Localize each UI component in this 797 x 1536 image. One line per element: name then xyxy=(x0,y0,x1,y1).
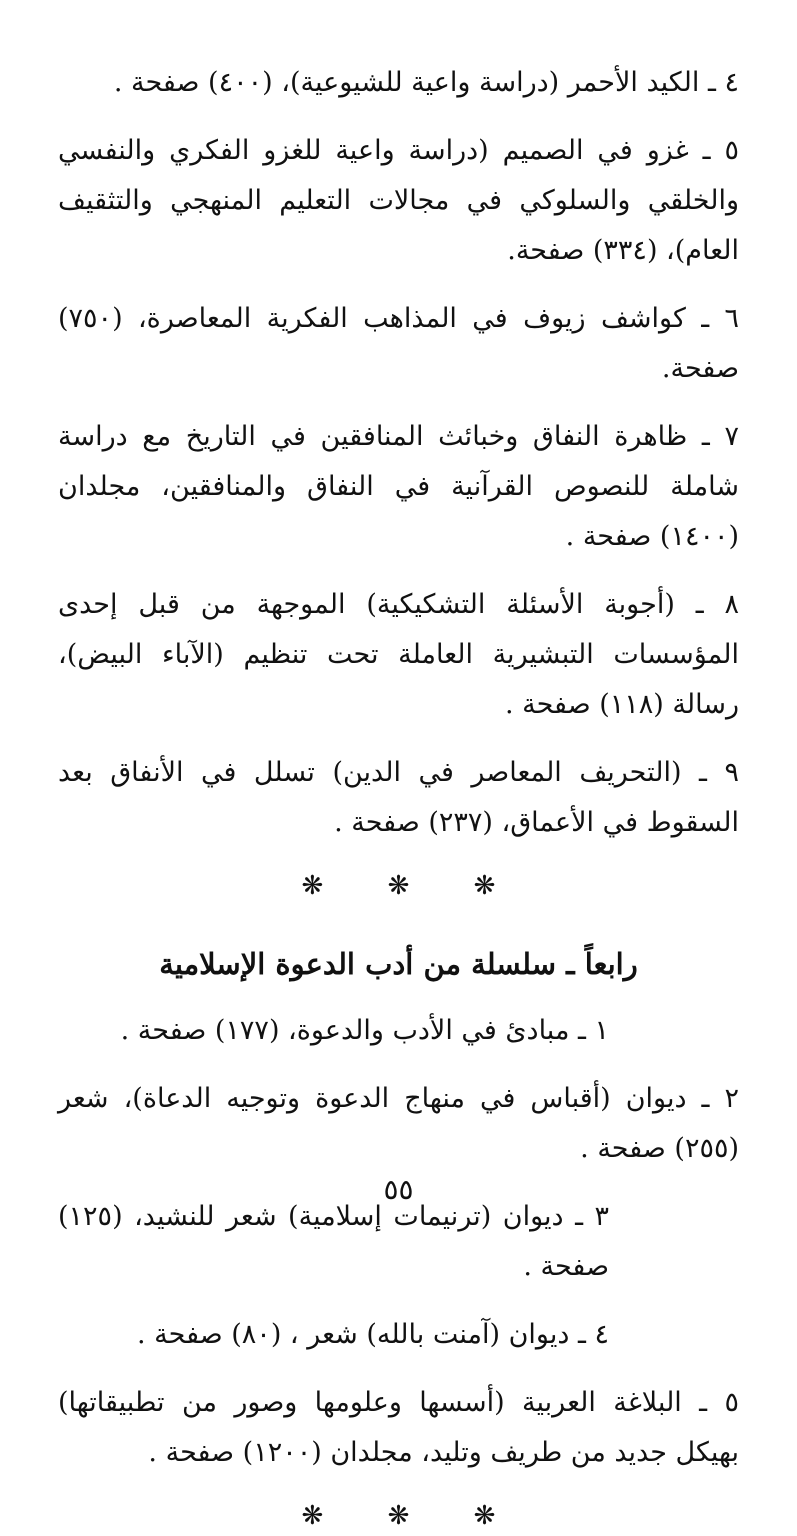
list-item: ٧ ـ ظاهرة النفاق وخبائث المنافقين في التاريخ مع دراسة شاملة للنصوص القرآنية في النفاق والمنافقين، مجلدان (١٤٠٠) صفحة . xyxy=(58,421,739,552)
list-item: ٥ ـ غزو في الصميم (دراسة واعية للغزو الفكري والنفسي والخلقي والسلوكي في مجالات التعليم المنهجي والتثقيف العام)، (٣٣٤) صفحة. xyxy=(58,135,739,266)
list-item: ٨ ـ (أجوبة الأسئلة التشكيكية) الموجهة من قبل إحدى المؤسسات التبشيرية العاملة تحت تنظيم (الآباء البيض)، رسالة (١١٨) صفحة . xyxy=(58,589,739,720)
section-title: رابعاً ـ سلسلة من أدب الدعوة الإسلامية xyxy=(159,947,638,981)
list-item: ٤ ـ ديوان (آمنت بالله) شعر ، (٨٠) صفحة . xyxy=(137,1319,609,1350)
list-item: ٩ ـ (التحريف المعاصر في الدين) تسلل في الأنفاق بعد السقوط في الأعماق، (٢٣٧) صفحة . xyxy=(58,757,739,838)
list-item: ١ ـ مبادئ في الأدب والدعوة، (١٧٧) صفحة . xyxy=(120,1015,609,1046)
list-item: ٣ ـ ديوان (ترنيمات إسلامية) شعر للنشيد، (١٢٥) صفحة . xyxy=(58,1201,609,1282)
page-number: ٥٥ xyxy=(383,1173,414,1206)
list-item: ٤ ـ الكيد الأحمر (دراسة واعية للشيوعية)، (٤٠٠) صفحة . xyxy=(113,67,739,98)
list-item: ٦ ـ كواشف زيوف في المذاهب الفكرية المعاصرة، (٧٥٠) صفحة. xyxy=(58,303,739,384)
section-separator-end: ❋ ❋ ❋ xyxy=(301,1501,524,1531)
list-item: ٥ ـ البلاغة العربية (أسسها وعلومها وصور من تطبيقاتها) بهيكل جديد من طريف وتليد، مجلدان (١٢٠٠) صفحة . xyxy=(58,1387,739,1468)
list-item: ٢ ـ ديوان (أقباس في منهاج الدعوة وتوجيه الدعاة)، شعر (٢٥٥) صفحة . xyxy=(58,1083,739,1164)
section-separator: ❋ ❋ ❋ xyxy=(301,871,524,901)
